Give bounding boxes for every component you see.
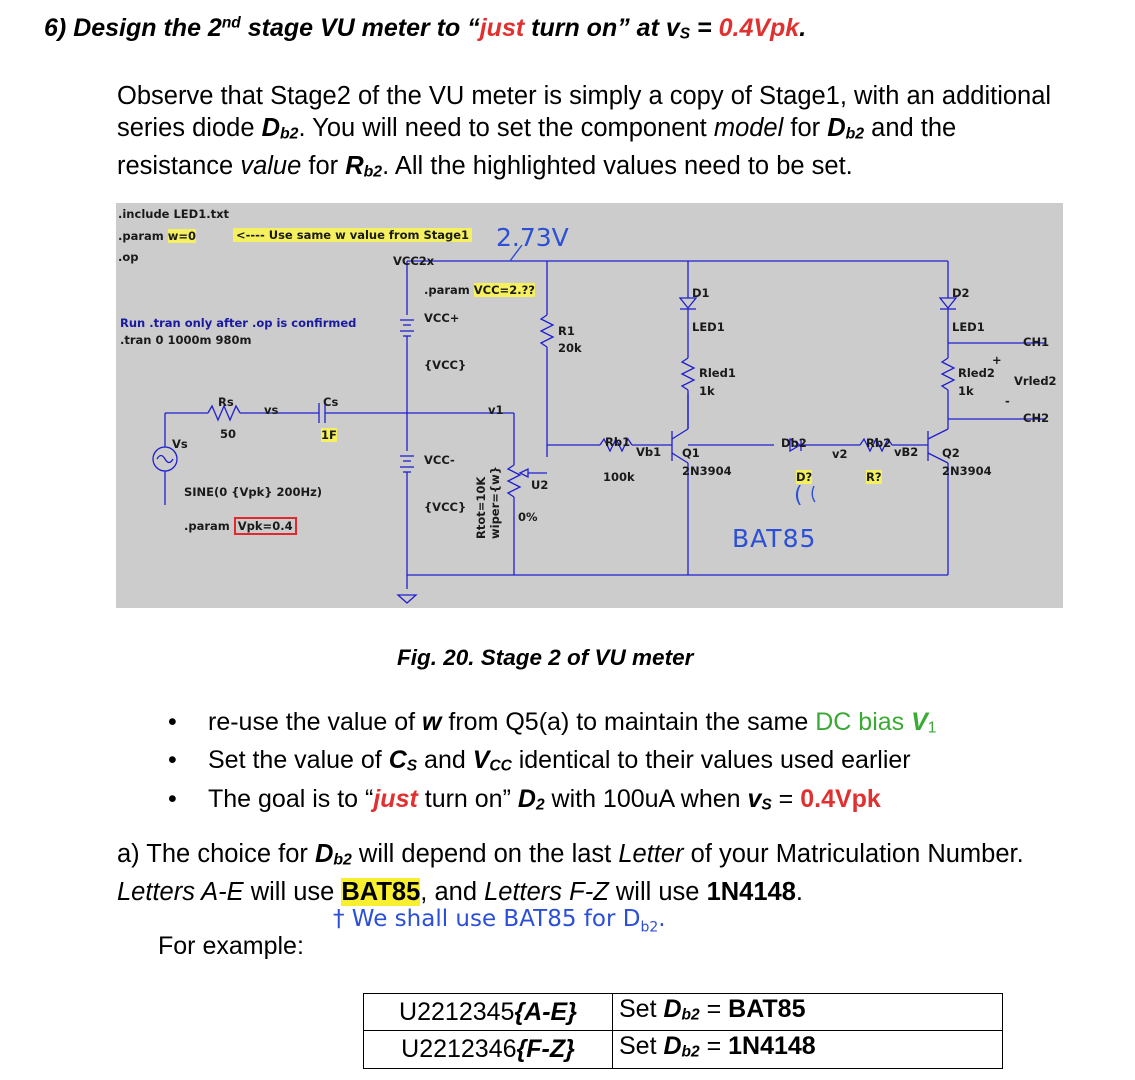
handwritten-paren: ( — [794, 483, 803, 508]
table-row — [364, 994, 1003, 1031]
requirements-list — [168, 706, 936, 821]
rled2-label: Rled2 — [958, 366, 995, 380]
q2-model: 2N3904 — [942, 464, 992, 478]
q2-label: Q2 — [942, 446, 960, 460]
led1-label-a: LED1 — [692, 320, 725, 334]
param-vcc-directive: .param VCC=2.?? — [424, 283, 535, 297]
ch1-label: CH1 — [1023, 335, 1050, 349]
v1-label: v1 — [488, 403, 504, 417]
vb2-label: vB2 — [894, 445, 919, 459]
rs-value: 50 — [220, 427, 237, 441]
schematic-wiring — [116, 203, 1063, 608]
cs-label: Cs — [323, 395, 339, 409]
handwritten-note: † We shall use BAT85 for $D_{b2}$. — [333, 906, 666, 936]
rb1-label: Rb1 — [605, 435, 631, 449]
rb2-label: Rb2 — [866, 436, 892, 450]
pot-percent: 0% — [518, 510, 538, 524]
vcc-plus-label: VCC+ — [424, 311, 460, 325]
cs-value: 1F — [321, 428, 337, 442]
pot-rtot: Rtot=10K — [474, 476, 488, 539]
op-directive: .op — [118, 250, 139, 264]
include-directive: .include LED1.txt — [118, 207, 229, 221]
rb2-value: R? — [866, 470, 882, 484]
db2-value: D? — [796, 470, 813, 484]
rled2-value: 1k — [958, 384, 974, 398]
vs-node-label: vs — [264, 403, 279, 417]
r1-label: R1 — [558, 324, 575, 338]
rs-label: Rs — [218, 395, 234, 409]
part-a-paragraph: a) The choice for $D_{b2}$ will depend on the last Letter of your Matriculation Number. Letters A-E will use BAT85, and Letters F-Z will use 1N4148. — [117, 840, 1024, 907]
intro-paragraph: Observe that Stage2 of the VU meter is simply a copy of Stage1, with an additional series diode $D_{b2}$. You will need to set the component model for $D_{b2}$ and the resistance value for $R_{b2}$. All the highlighted values need to be set. — [117, 82, 1052, 181]
figure-caption: Fig. 20. Stage 2 of VU meter — [397, 645, 694, 670]
rled1-label: Rled1 — [699, 366, 736, 380]
vcc-bottom-value: {VCC} — [424, 500, 467, 514]
vb1-label: Vb1 — [636, 445, 662, 459]
vcc2x-label: VCC2x — [393, 254, 435, 268]
table-cell: U2212345{A-E} — [364, 994, 613, 1031]
tran-directive: .tran 0 1000m 980m — [120, 333, 252, 347]
run-note: Run .tran only after .op is confirmed — [120, 316, 357, 330]
v2-label: v2 — [832, 447, 848, 461]
pot-wiper: wiper={w} — [488, 466, 502, 539]
vcc-top-value: {VCC} — [424, 358, 467, 372]
db2-label: Db2 — [781, 436, 807, 450]
rb1-value: 100k — [603, 470, 635, 484]
example-table — [363, 993, 1003, 1069]
vcc-minus-label: VCC- — [424, 453, 455, 467]
r1-value: 20k — [558, 341, 582, 355]
question-title: 6) Design the 2nd stage VU meter to “just turn on” at $v_S = 0.4Vpk$. — [44, 14, 807, 43]
list-item: • The goal is to “just turn on” $D_2$ with 100uA when $v_S = 0.4Vpk$ — [168, 784, 881, 813]
minus-sign: - — [1005, 394, 1010, 408]
plus-sign: + — [992, 353, 1002, 367]
param-w-directive: .param w=0 — [118, 229, 197, 243]
u2-label: U2 — [531, 478, 549, 492]
d1-label: D1 — [692, 286, 710, 300]
list-item: • re-use the value of w from Q5(a) to maintain the same DC bias $V_1$ — [168, 708, 937, 737]
handwritten-bat85: BAT85 — [732, 524, 817, 553]
vs-source-label: Vs — [172, 437, 188, 451]
q1-model: 2N3904 — [682, 464, 732, 478]
table-cell: U2212346{F-Z} — [364, 1031, 613, 1068]
d2-label: D2 — [952, 286, 970, 300]
table-cell: Set $D_{b2} = 1N4148$ — [613, 1031, 1003, 1068]
vrled2-label: Vrled2 — [1014, 374, 1057, 388]
ch2-label: CH2 — [1023, 411, 1050, 425]
handwritten-voltage: 2.73V — [496, 223, 569, 252]
q1-label: Q1 — [682, 446, 700, 460]
param-vpk-directive: .param Vpk=0.4 — [184, 519, 297, 533]
table-cell: Set $D_{b2} = BAT85$ — [613, 994, 1003, 1031]
table-row — [364, 1031, 1003, 1068]
example-label: For example: — [158, 932, 304, 960]
circuit-schematic — [116, 203, 1063, 608]
rled1-value: 1k — [699, 384, 715, 398]
stage1-note: <---- Use same w value from Stage1 — [233, 228, 472, 242]
led1-label-b: LED1 — [952, 320, 985, 334]
list-item: • Set the value of $C_S$ and $V_{CC}$ identical to their values used earlier — [168, 746, 911, 775]
sine-spec: SINE(0 {Vpk} 200Hz) — [184, 485, 323, 499]
